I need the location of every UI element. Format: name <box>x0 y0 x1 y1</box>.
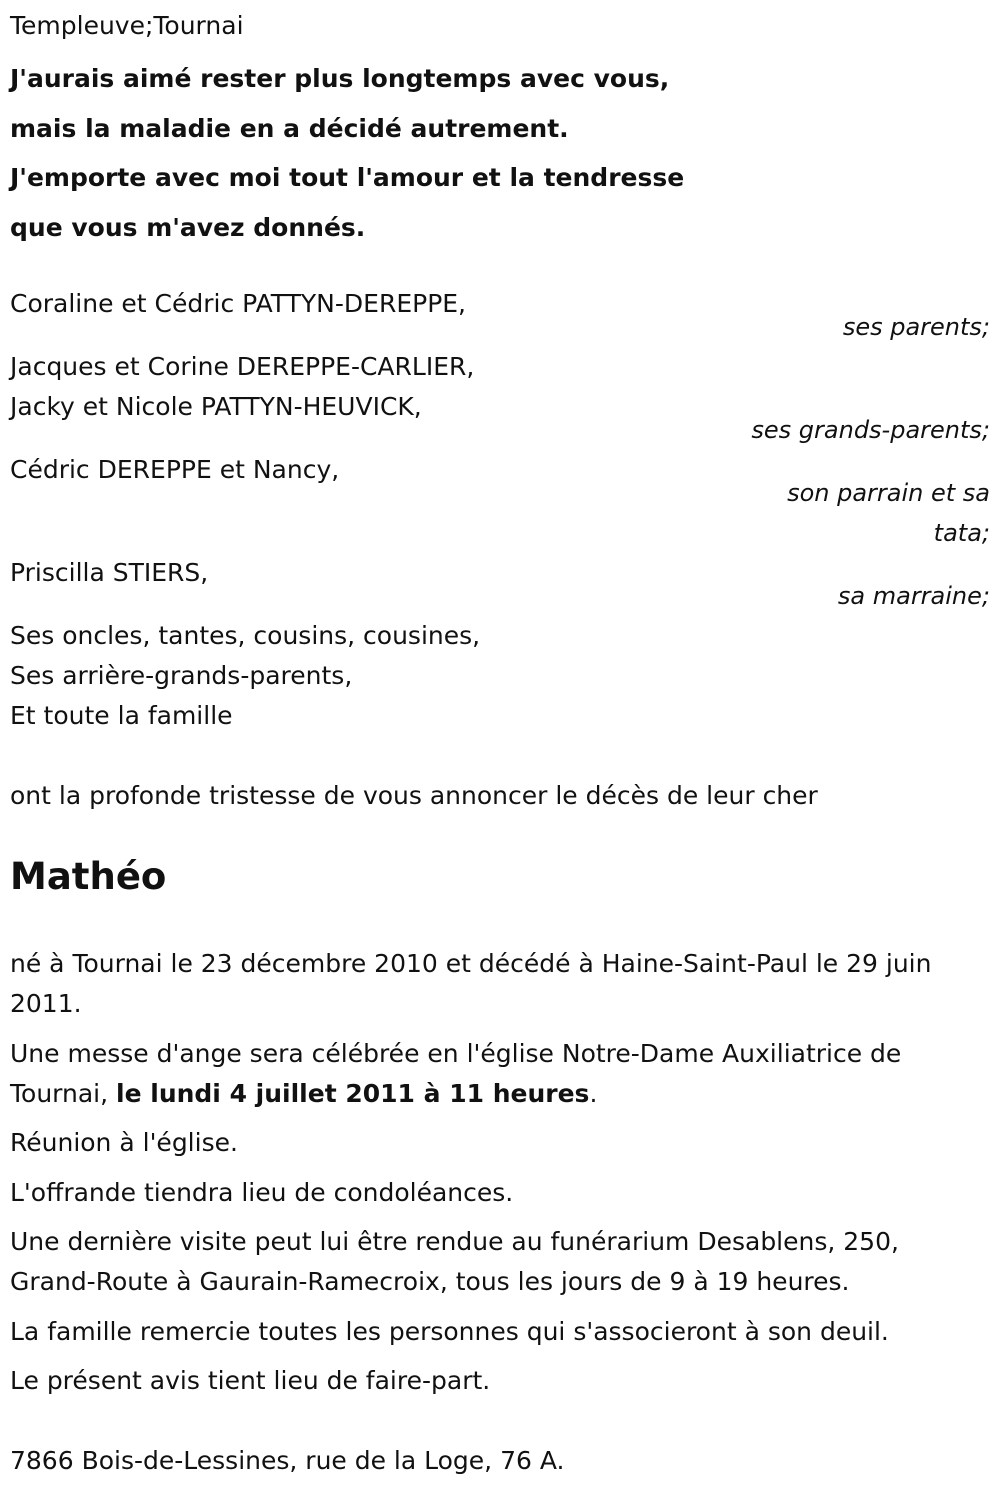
mass-paragraph <box>10 1034 990 1114</box>
other-relatives-line: Ses oncles, tantes, cousins, cousines, <box>10 621 481 650</box>
godmother-names: Priscilla STIERS, <box>10 558 209 587</box>
godfather-role-line: tata; <box>933 519 990 547</box>
mass-line: Une messe d'ange sera célébrée en l'église Notre-Dame Auxiliatrice de <box>10 1038 902 1068</box>
deceased-name: Mathéo <box>10 855 167 898</box>
parents-role: ses parents; <box>842 313 990 341</box>
grandparents-role: ses grands-parents; <box>751 416 990 444</box>
other-relatives-line: Et toute la famille <box>10 701 233 730</box>
poem-line: J'emporte avec moi tout l'amour et la tendresse <box>10 163 685 192</box>
mass-date: le lundi 4 juillet 2011 à 11 heures <box>116 1078 590 1108</box>
mass-line-prefix: Tournai, <box>10 1078 117 1108</box>
meeting-paragraph: Réunion à l'église. <box>10 1128 238 1157</box>
address-line: 7866 Bois-de-Lessines, rue de la Loge, 76 A. <box>10 1446 565 1475</box>
poem-line: que vous m'avez donnés. <box>10 212 366 242</box>
notice-paragraph: Le présent avis tient lieu de faire-part. <box>10 1366 491 1395</box>
grandparents-names-2: Jacky et Nicole PATTYN-HEUVICK, <box>10 392 422 421</box>
mass-line-suffix: . <box>589 1078 598 1108</box>
poem-line: J'aurais aimé rester plus longtemps avec vous, <box>10 64 670 93</box>
visit-line: Une dernière visite peut lui être rendue au funérarium Desablens, 250, <box>10 1227 899 1256</box>
birth-death-line: 2011. <box>10 989 82 1018</box>
godfather-role <box>787 473 990 553</box>
details-block <box>10 944 990 1411</box>
birth-death-line: né à Tournai le 23 décembre 2010 et décédé à Haine-Saint-Paul le 29 juin <box>10 949 932 978</box>
poem-line: mais la maladie en a décidé autrement. <box>10 113 569 143</box>
location-line: Templeuve;Tournai <box>10 11 244 40</box>
announcement: ont la profonde tristesse de vous annoncer le décès de leur cher <box>10 781 818 810</box>
godmother-role: sa marraine; <box>837 582 990 610</box>
poem-block <box>10 54 684 252</box>
other-relatives-line: Ses arrière-grands-parents, <box>10 661 353 690</box>
godfather-names: Cédric DEREPPE et Nancy, <box>10 455 340 484</box>
godfather-role-line: son parrain et sa <box>787 479 990 507</box>
offering-paragraph: L'offrande tiendra lieu de condoléances. <box>10 1177 514 1207</box>
visit-paragraph <box>10 1222 990 1302</box>
parents-names: Coraline et Cédric PATTYN-DEREPPE, <box>10 289 467 318</box>
birth-death-paragraph <box>10 944 990 1024</box>
visit-line: Grand-Route à Gaurain-Ramecroix, tous les jours de 9 à 19 heures. <box>10 1267 850 1296</box>
thanks-paragraph: La famille remercie toutes les personnes qui s'associeront à son deuil. <box>10 1316 889 1346</box>
grandparents-names-1: Jacques et Corine DEREPPE-CARLIER, <box>10 352 475 381</box>
